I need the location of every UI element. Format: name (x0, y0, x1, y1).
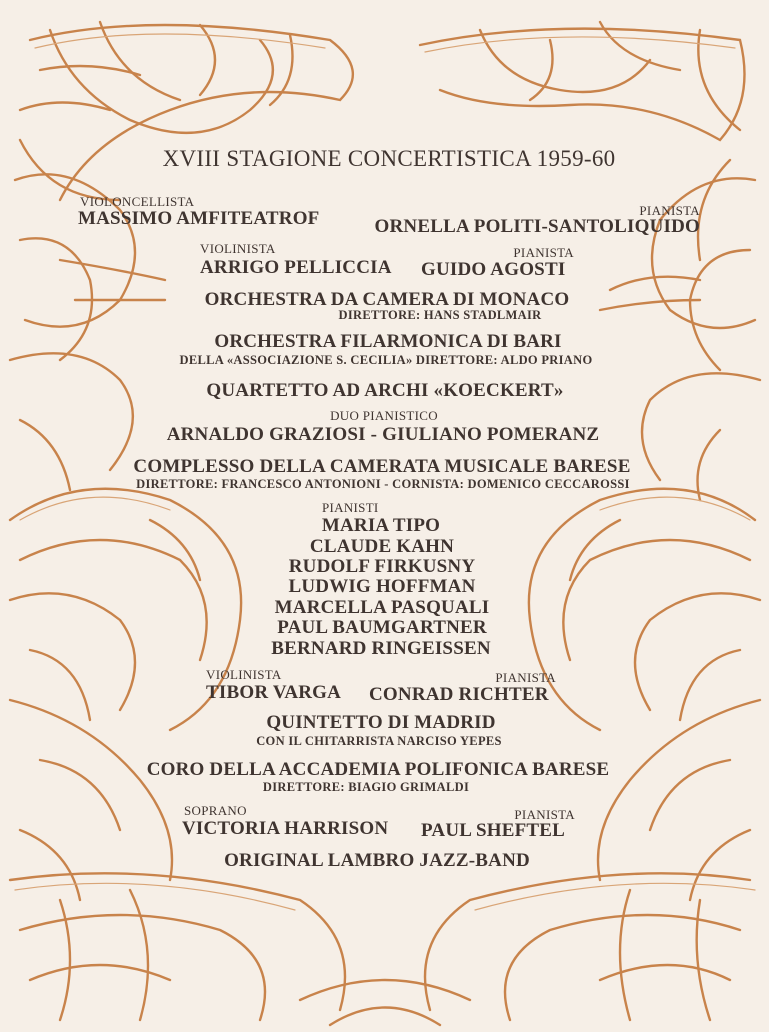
varga-role: VIOLINISTA (206, 667, 282, 682)
agosti-name: GUIDO AGOSTI (421, 259, 566, 280)
harrison-role: SOPRANO (184, 803, 247, 818)
politi-role: PIANISTA (639, 203, 700, 218)
madrid-name: QUINTETTO DI MADRID (266, 712, 496, 733)
varga-name: TIBOR VARGA (206, 682, 342, 703)
duo-role: DUO PIANISTICO (330, 408, 438, 423)
sheftel-role: PIANISTA (514, 807, 575, 822)
coro-detail: DIRETTORE: BIAGIO GRIMALDI (262, 780, 470, 794)
coro-name: CORO DELLA ACCADEMIA POLIFONICA BARESE (146, 759, 610, 780)
richter-role: PIANISTA (495, 670, 556, 685)
monaco-detail: DIRETTORE: HANS STADLMAIR (338, 308, 542, 322)
bari-name: ORCHESTRA FILARMONICA DI BARI (214, 331, 562, 352)
pelliccia-role: VIOLINISTA (200, 241, 276, 256)
amfiteatrof-name: MASSIMO AMFITEATROF (78, 208, 320, 229)
duo-name: ARNALDO GRAZIOSI - GIULIANO POMERANZ (166, 424, 600, 445)
bari-detail: DELLA «ASSOCIAZIONE S. CECILIA» DIRETTORE: ALDO PRIANO (179, 353, 593, 367)
pianist-name: BERNARD RINGEISSEN (271, 638, 491, 659)
madrid-detail: CON IL CHITARRISTA NARCISO YEPES (256, 734, 502, 748)
season-title: XVIII STAGIONE CONCERTISTICA 1959-60 (162, 146, 616, 171)
pianist-name: RUDOLF FIRKUSNY (288, 556, 476, 577)
koeckert-name: QUARTETTO AD ARCHI «KOECKERT» (206, 380, 564, 401)
agosti-role: PIANISTA (513, 245, 574, 260)
richter-name: CONRAD RICHTER (369, 684, 549, 705)
sheftel-name: PAUL SHEFTEL (421, 820, 566, 841)
pianist-name: MARCELLA PASQUALI (274, 597, 490, 618)
pianist-name: PAUL BAUMGARTNER (277, 617, 487, 638)
amfiteatrof-role: VIOLONCELLISTA (80, 194, 195, 209)
pianist-name: MARIA TIPO (321, 515, 441, 536)
camerata-detail: DIRETTORE: FRANCESCO ANTONIONI - CORNISTA: DOMENICO CECCAROSSI (136, 477, 630, 491)
pelliccia-name: ARRIGO PELLICCIA (200, 257, 392, 278)
pianist-name: LUDWIG HOFFMAN (288, 576, 476, 597)
pianisti-role: PIANISTI (322, 500, 379, 515)
jazz-name: ORIGINAL LAMBRO JAZZ-BAND (224, 850, 530, 871)
camerata-name: COMPLESSO DELLA CAMERATA MUSICALE BARESE (133, 456, 631, 477)
harrison-name: VICTORIA HARRISON (182, 818, 389, 839)
monaco-name: ORCHESTRA DA CAMERA DI MONACO (204, 289, 570, 310)
pianist-name: CLAUDE KAHN (309, 536, 455, 557)
politi-name: ORNELLA POLITI-SANTOLIQUIDO (374, 216, 700, 237)
